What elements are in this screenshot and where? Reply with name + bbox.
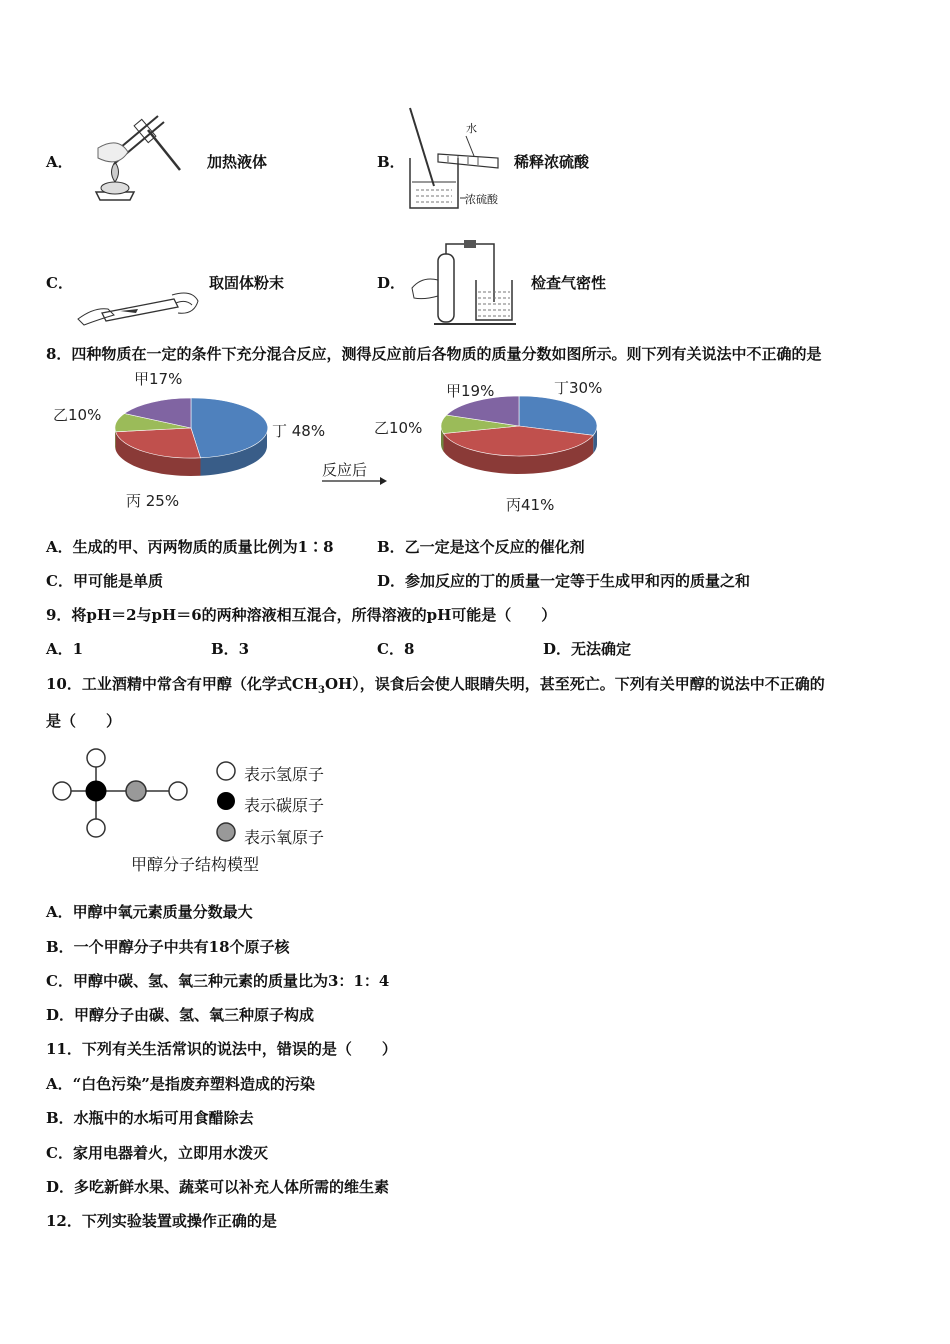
q8-option-d: D．参加反应的丁的质量一定等于生成甲和丙的质量之和: [377, 572, 751, 590]
water-label: 水: [466, 122, 477, 135]
q10-stem-sub: 3: [318, 685, 325, 696]
oxygen-atom: [126, 781, 146, 801]
pie-1-label-乙: 乙10%: [53, 406, 102, 424]
q9-option-d: D．无法确定: [543, 640, 632, 658]
pie-1-label-丙: 丙 25%: [126, 492, 180, 510]
q7-option-d-letter: D．: [377, 274, 406, 292]
q10-option-d: D．甲醇分子由碳、氢、氧三种原子构成: [46, 1006, 315, 1024]
pie-2-label-丁: 丁30%: [554, 379, 603, 397]
q8-option-c: C．甲可能是单质: [46, 572, 163, 590]
q7-option-c-label: 取固体粉末: [209, 274, 285, 292]
arrow-label: 反应后: [322, 461, 368, 479]
hydrogen-atom-top: [87, 749, 105, 767]
q11-option-d: D．多吃新鲜水果、蔬菜可以补充人体所需的维生素: [46, 1178, 390, 1196]
hydrogen-atom-bottom: [87, 819, 105, 837]
take-powder-figure: [74, 285, 204, 329]
q7-option-a-label: 加热液体: [207, 153, 268, 171]
pie-1-label-丁: 丁 48%: [272, 422, 326, 440]
legend-hydrogen: 表示氢原子: [244, 765, 325, 784]
q7-option-b-label: 稀释浓硫酸: [514, 153, 590, 171]
q9-stem: 9．将pH＝2与pH＝6的两种溶液相互混合，所得溶液的pH可能是（ ）: [46, 606, 557, 624]
legend-hydrogen-marker: [217, 762, 235, 780]
conc-acid-label: 浓硫酸: [465, 193, 498, 206]
q9-option-b: B．3: [211, 640, 250, 658]
legend-oxygen: 表示氧原子: [244, 828, 325, 847]
q10-stem-line2: 是（ ）: [46, 712, 122, 730]
atom-legend-markers: [214, 760, 240, 846]
q9-option-c: C．8: [377, 640, 415, 658]
pie-2-label-乙: 乙10%: [374, 419, 423, 437]
q10-option-a: A．甲醇中氧元素质量分数最大: [46, 903, 253, 921]
pie-2-label-丙: 丙41%: [506, 496, 555, 514]
q10-option-c: C．甲醇中碳、氢、氧三种元素的质量比为3：1：4: [46, 972, 390, 990]
q12-stem: 12．下列实验装置或操作正确的是: [46, 1212, 277, 1230]
hydrogen-atom-left: [53, 782, 71, 800]
legend-oxygen-marker: [217, 823, 235, 841]
hydrogen-atom-right: [169, 782, 187, 800]
q9-option-a: A．1: [46, 640, 84, 658]
q7-option-d-label: 检查气密性: [531, 274, 607, 292]
q7-option-a-letter: A．: [46, 153, 73, 171]
q7-option-b-letter: B．: [377, 153, 405, 171]
methanol-model: [48, 746, 208, 846]
q11-option-c: C．家用电器着火，立即用水泼灭: [46, 1144, 268, 1162]
legend-carbon: 表示碳原子: [244, 796, 325, 815]
q11-option-a: A．“白色污染”是指废弃塑料造成的污染: [46, 1075, 315, 1093]
reaction-arrow-head: [380, 477, 387, 485]
pie-charts: [40, 370, 630, 520]
q8-option-b: B．乙一定是这个反应的催化剂: [377, 538, 585, 556]
q10-stem: [46, 674, 825, 701]
model-caption: 甲醇分子结构模型: [131, 855, 260, 874]
airtightness-figure: [408, 236, 520, 328]
q10-stem-post: OH），误食后会使人眼睛失明，甚至死亡。下列有关甲醇的说法中不正确的: [324, 675, 825, 693]
q10-stem-pre: 10．工业酒精中常含有甲醇（化学式CH: [46, 675, 318, 693]
pie-1-label-甲: 甲17%: [134, 370, 183, 388]
q11-option-b: B．水瓶中的水垢可用食醋除去: [46, 1109, 254, 1127]
q10-option-b: B．一个甲醇分子中共有18个原子核: [46, 938, 290, 956]
q7-option-c-letter: C．: [46, 274, 73, 292]
heating-liquid-figure: [88, 108, 188, 210]
q11-stem: 11．下列有关生活常识的说法中，错误的是（ ）: [46, 1040, 397, 1058]
legend-carbon-marker: [217, 792, 235, 810]
q8-stem: 8．四种物质在一定的条件下充分混合反应，测得反应前后各物质的质量分数如图所示。则下列有关说法中不正确的是: [46, 345, 822, 363]
carbon-atom: [86, 781, 106, 801]
pie-2-label-甲: 甲19%: [446, 382, 495, 400]
q8-option-a: A．生成的甲、丙两物质的质量比例为1∶8: [46, 538, 334, 556]
